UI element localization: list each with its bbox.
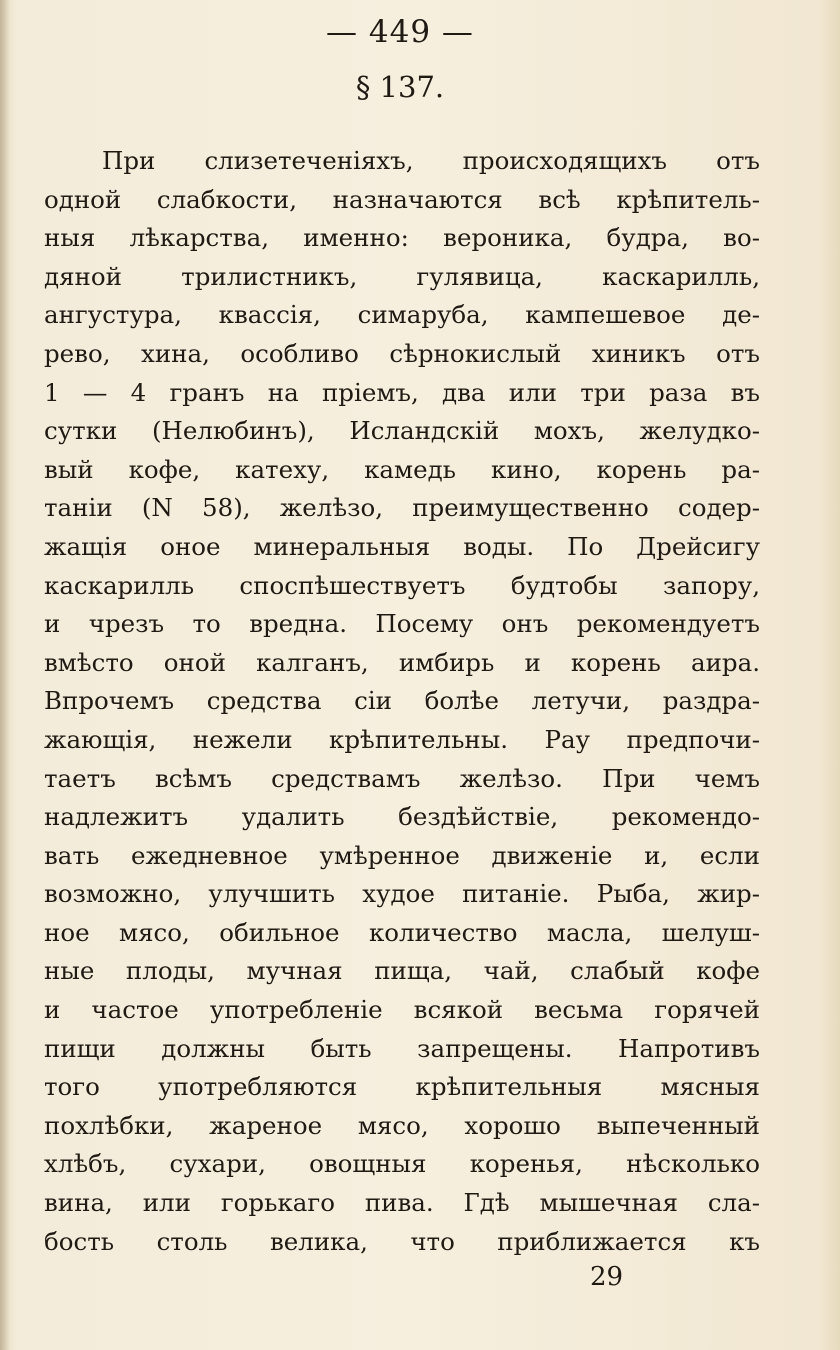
- text-line: При слизетеченіяхъ, происходящихъ отъ: [102, 146, 760, 175]
- text-line: вмѣсто оной калганъ, имбирь и корень аира.: [44, 647, 760, 677]
- text-line: дяной трилистникъ, гулявица, каскарилль,: [44, 261, 760, 291]
- text-line: одной слабкости, назначаются всѣ крѣпитель-: [44, 184, 760, 214]
- text-line: хлѣбъ, сухари, овощныя коренья, нѣсколько: [44, 1149, 760, 1179]
- text-line: каскарилль споспѣшествуетъ будтобы запору,: [44, 570, 760, 600]
- page-edge-shadow: [0, 0, 10, 1350]
- text-line: таніи (N 58), желѣзо, преимущественно содер-: [44, 493, 760, 523]
- text-line: рево, хина, особливо сѣрнокислый хиникъ отъ: [44, 338, 760, 368]
- text-line: таетъ всѣмъ средствамъ желѣзо. При чемъ: [44, 763, 760, 793]
- text-line: вать ежедневное умѣренное движеніе и, если: [44, 840, 760, 870]
- text-line: возможно, улучшить худое питаніе. Рыба, жир-: [44, 879, 760, 909]
- text-line: жающія, нежели крѣпительны. Рау предпочи-: [44, 724, 760, 754]
- text-line: ангустура, квассія, симаруба, кампешевое де-: [44, 300, 760, 330]
- text-line: и чрезъ то вредна. Посему онъ рекомендуетъ: [44, 609, 760, 639]
- text-line: жащія оное минеральныя воды. По Дрейсигу: [44, 531, 760, 561]
- text-line: того употребляются крѣпительныя мясныя: [44, 1072, 760, 1102]
- page-number-header: — 449 —: [326, 14, 474, 50]
- text-line: сутки (Нелюбинъ), Исландскій мохъ, желудко-: [44, 416, 760, 446]
- text-line: надлежитъ удалить бездѣйствіе, рекомендо-: [44, 802, 760, 832]
- text-line: вина, или горькаго пива. Гдѣ мышечная сла-: [44, 1188, 760, 1218]
- text-line: и частое употребленіе всякой весьма горячей: [44, 995, 760, 1025]
- text-line: похлѣбки, жареное мясо, хорошо выпеченный: [44, 1110, 760, 1140]
- text-line: Впрочемъ средства сіи болѣе летучи, раздра-: [44, 686, 760, 716]
- text-line: пищи должны быть запрещены. Напротивъ: [44, 1033, 760, 1063]
- section-number: § 137.: [355, 70, 445, 104]
- text-line: вый кофе, катеху, камедь кино, корень ра-: [44, 454, 760, 484]
- text-line: ные плоды, мучная пища, чай, слабый кофе: [44, 956, 760, 986]
- text-line: 1 — 4 гранъ на пріемъ, два или три раза въ: [44, 377, 760, 407]
- paragraph-body: [44, 142, 760, 1261]
- text-line: бость столь велика, что приближается къ: [44, 1226, 760, 1256]
- text-line: ное мясо, обильное количество масла, шелуш-: [44, 917, 760, 947]
- printer-signature-mark: 29: [590, 1262, 624, 1292]
- text-line: ныя лѣкарства, именно: вероника, будра, во-: [44, 223, 760, 253]
